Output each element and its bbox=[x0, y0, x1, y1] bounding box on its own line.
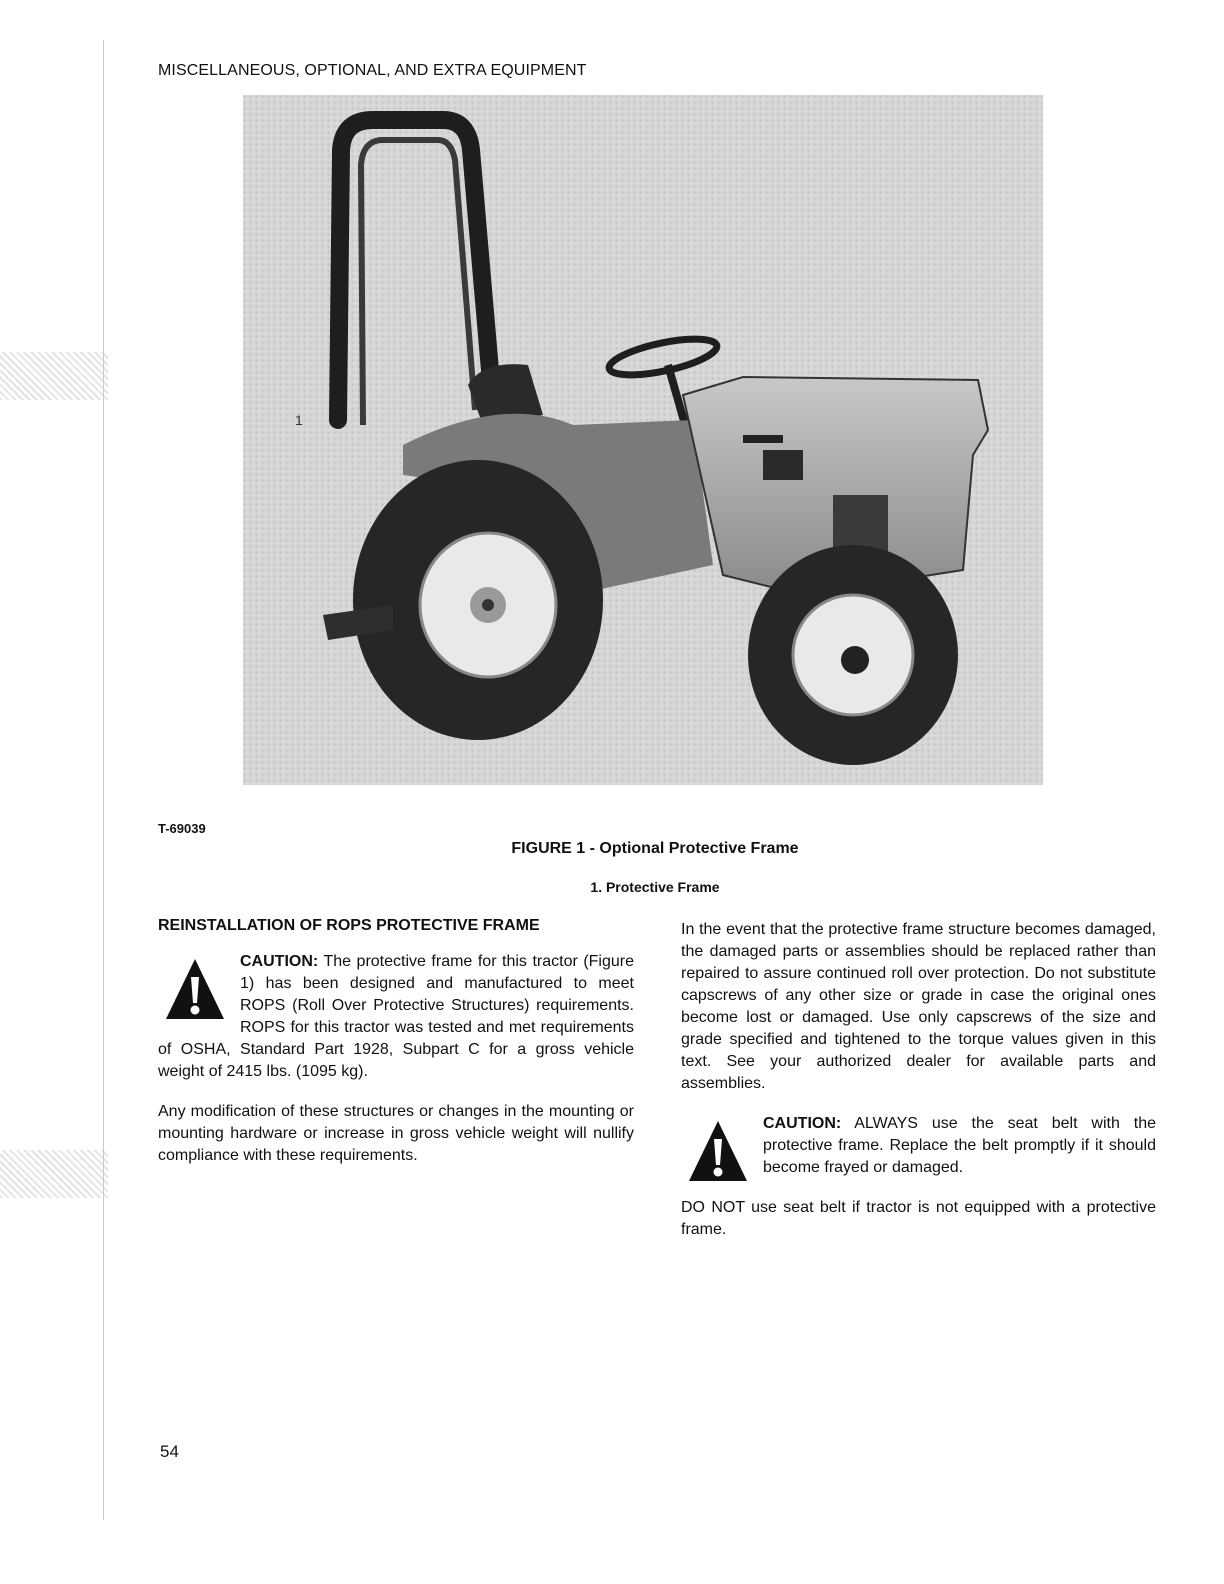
scan-margin-line bbox=[103, 40, 104, 1520]
scan-speckle bbox=[0, 1150, 108, 1198]
figure-legend: 1. Protective Frame bbox=[590, 879, 720, 895]
scan-speckle bbox=[0, 352, 108, 400]
left-column bbox=[158, 917, 634, 1167]
seatbelt-paragraph: DO NOT use seat belt if tractor is not equipped with a protective frame. bbox=[681, 1199, 1156, 1238]
caution-label: CAUTION: bbox=[763, 1115, 842, 1132]
section-heading: REINSTALLATION OF ROPS PROTECTIVE FRAME bbox=[158, 917, 540, 934]
seatbelt-caution-block bbox=[681, 1113, 1156, 1179]
damage-paragraph: In the event that the protective frame structure becomes damaged, the damaged parts or assemblies should be replaced rather than repaired to assure continued roll over protection. Do not substitute capscrews of any other size or grade in case the original ones become lost or damaged. Use only capscrews of the size and grade specified and tightened to the torque values given in this text. See your authorized dealer for available parts and assemblies. bbox=[681, 921, 1156, 1092]
photo-number: T-69039 bbox=[158, 821, 206, 836]
caution-text: The protective frame for this tractor (Figure 1) has been designed and manufactured to meet ROPS (Roll Over Protective Structures) requirements. ROPS for this tractor was tested and met requirements of OSHA, Standard Part 1928, Subpart C for a gross vehicle weight of 2415 lbs. (1095 kg). bbox=[158, 953, 634, 1080]
caution-text: ALWAYS use the seat belt with the protective frame. Replace the belt promptly if it should become frayed or damaged. bbox=[763, 1115, 1156, 1176]
caution-label: CAUTION: bbox=[240, 953, 319, 970]
page-number: 54 bbox=[160, 1442, 179, 1461]
modification-paragraph: Any modification of these structures or changes in the mounting or mounting hardware or increase in gross vehicle weight will nullify compliance with these requirements. bbox=[158, 1103, 634, 1164]
warning-triangle-icon bbox=[164, 957, 226, 1023]
figure-caption: FIGURE 1 - Optional Protective Frame bbox=[511, 840, 799, 857]
figure-callout-number: 1 bbox=[295, 412, 303, 428]
section-header: MISCELLANEOUS, OPTIONAL, AND EXTRA EQUIPMENT bbox=[158, 62, 587, 79]
caution-block bbox=[158, 951, 634, 1083]
warning-triangle-icon bbox=[687, 1119, 749, 1185]
tractor-photo bbox=[243, 95, 1043, 785]
right-column bbox=[681, 919, 1156, 1241]
